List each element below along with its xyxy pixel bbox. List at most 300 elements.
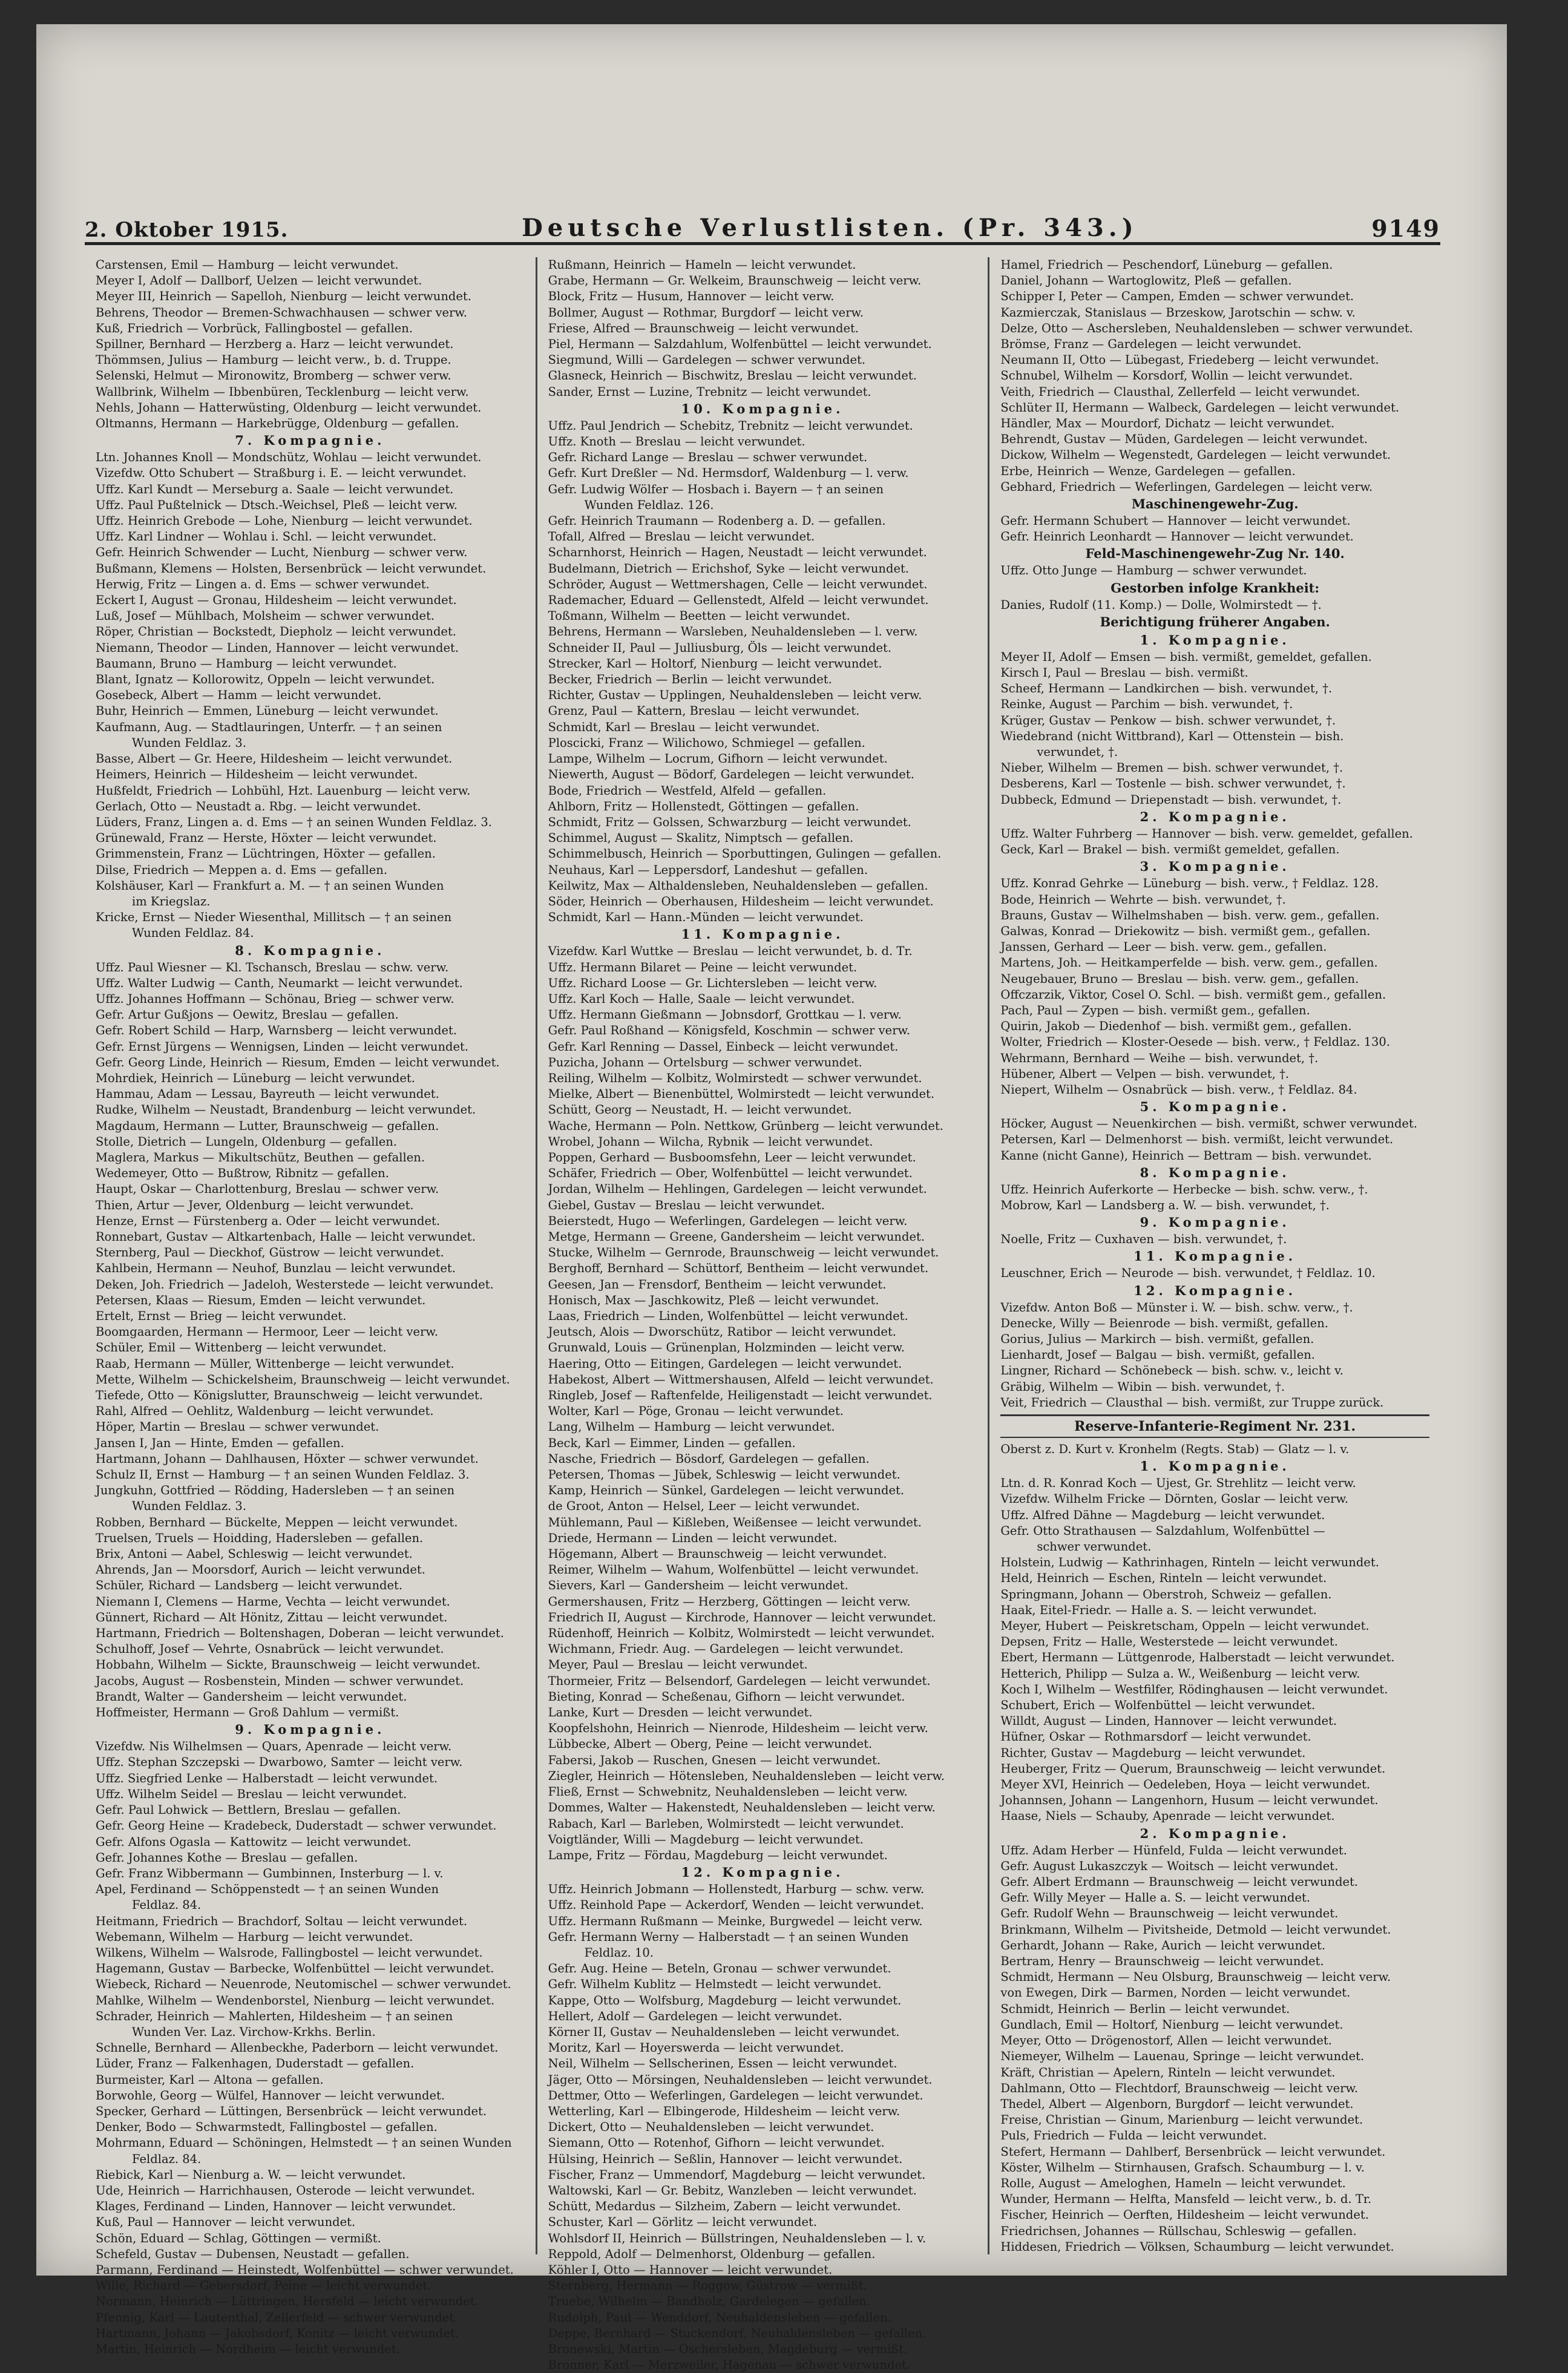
list-entry: Daniel, Johann — Wartoglowitz, Pleß — gefallen.	[1000, 274, 1292, 288]
list-entry: Mahlke, Wilhelm — Wendenborstel, Nienburg — leicht verwundet.	[96, 1993, 495, 2007]
list-entry: Söder, Heinrich — Oberhausen, Hildesheim — leicht verwundet.	[548, 894, 934, 908]
list-entry: Tofall, Alfred — Breslau — leicht verwundet.	[548, 530, 815, 544]
list-entry: Mohrmann, Eduard — Schöningen, Helmstedt — † an seinen Wunden	[96, 2136, 512, 2150]
company-heading: 9. Kompagnie.	[235, 1722, 385, 1738]
list-entry: Offczarzik, Viktor, Cosel O. Schl. — bish. vermißt gem., gefallen.	[1000, 987, 1386, 1002]
list-entry: Giebel, Gustav — Breslau — leicht verwundet.	[548, 1198, 825, 1212]
list-entry: Meyer, Hubert — Peiskretscham, Oppeln — leicht verwundet.	[1000, 1619, 1370, 1633]
list-entry: Veith, Friedrich — Clausthal, Zellerfeld — leicht verwundet.	[1000, 384, 1360, 399]
list-entry: Ebert, Hermann — Lüttgenrode, Halberstadt — leicht verwundet.	[1000, 1650, 1395, 1665]
list-entry: Gefr. Heinrich Leonhardt — Hannover — leicht verwundet.	[1000, 530, 1354, 544]
list-entry: Gefr. Heinrich Schwender — Lucht, Nienburg — schwer verw.	[96, 545, 468, 560]
list-entry: Högemann, Albert — Braunschweig — leicht verwundet.	[548, 1547, 887, 1561]
list-entry: Baumann, Bruno — Hamburg — leicht verwundet.	[96, 656, 397, 671]
list-entry: Händler, Max — Mourdorf, Dichatz — leicht verwundet.	[1000, 416, 1335, 431]
list-entry: Mohrdiek, Heinrich — Lüneburg — leicht verwundet.	[96, 1071, 415, 1085]
list-entry: Burmeister, Karl — Altona — gefallen.	[96, 2072, 324, 2087]
list-entry: Gefr. Hermann Werny — Halberstadt — † an seinen Wunden	[548, 1929, 909, 1944]
list-entry: Leuschner, Erich — Neurode — bish. verwundet, † Feldlaz. 10.	[1000, 1266, 1376, 1281]
list-entry: Carstensen, Emil — Hamburg — leicht verwundet.	[96, 258, 399, 272]
list-entry: Kricke, Ernst — Nieder Wiesenthal, Millitsch — † an seinen	[96, 910, 452, 925]
list-entry: Hiddesen, Friedrich — Völksen, Schaumburg — leicht verwundet.	[1000, 2239, 1394, 2254]
list-entry: Stolle, Dietrich — Lungeln, Oldenburg — gefallen.	[96, 1134, 397, 1149]
list-entry: Behrendt, Gustav — Müden, Gardelegen — leicht verwundet.	[1000, 432, 1368, 447]
list-entry: Reimer, Wilhelm — Wahum, Wolfenbüttel — leicht verwundet.	[548, 1563, 919, 1577]
list-entry: Riebick, Karl — Nienburg a. W. — leicht verwundet.	[96, 2167, 406, 2182]
list-entry: Spillner, Bernhard — Herzberg a. Harz — leicht verwundet.	[96, 337, 454, 352]
list-entry: Gefr. Aug. Heine — Beteln, Gronau — schwer verwundet.	[548, 1961, 891, 1976]
list-entry: Noelle, Fritz — Cuxhaven — bish. verwundet, †.	[1000, 1232, 1287, 1247]
list-entry: Scharnhorst, Heinrich — Hagen, Neustadt — leicht verwundet.	[548, 545, 927, 560]
list-entry: Kanne (nicht Ganne), Heinrich — Bettram — bish. verwundet.	[1000, 1148, 1372, 1163]
company-heading: 1. Kompagnie.	[1140, 1459, 1290, 1474]
list-entry: Uffz. Heinrich Jobmann — Hollenstedt, Harburg — schw. verw.	[548, 1882, 925, 1897]
list-entry: Nehls, Johann — Hatterwüsting, Oldenburg — leicht verwundet.	[96, 400, 482, 415]
list-entry: Uffz. Johannes Hoffmann — Schönau, Brieg — schwer verw.	[96, 991, 454, 1006]
list-entry: Fischer, Heinrich — Oerften, Hildesheim — leicht verwundet.	[1000, 2208, 1369, 2222]
list-entry-continuation: Wunden Feldlaz. 3.	[132, 735, 247, 750]
list-entry: Gefr. Franz Wibbermann — Gumbinnen, Insterburg — l. v.	[96, 1866, 444, 1880]
list-entry: Körner II, Gustav — Neuhaldensleben — leicht verwundet.	[548, 2024, 900, 2039]
list-entry: Meyer XVI, Heinrich — Oedeleben, Hoya — leicht verwundet.	[1000, 1777, 1371, 1792]
list-entry: Beck, Karl — Eimmer, Linden — gefallen.	[548, 1436, 796, 1450]
list-entry: Niepert, Wilhelm — Osnabrück — bish. verw., † Feldlaz. 84.	[1000, 1082, 1357, 1097]
list-entry: Klages, Ferdinand — Linden, Hannover — leicht verwundet.	[96, 2199, 456, 2214]
section-heading: Maschinengewehr-Zug.	[1131, 496, 1299, 512]
list-entry: Bronner, Karl — Merzweiler, Hagenau — schwer verwundet.	[548, 2358, 911, 2372]
company-heading: 12. Kompagnie.	[681, 1865, 844, 1880]
list-entry: Luß, Josef — Mühlbach, Molsheim — schwer verwundet.	[96, 609, 435, 623]
list-entry: Thömmsen, Julius — Hamburg — leicht verw., b. d. Truppe.	[96, 353, 451, 367]
list-entry: Uffz. Richard Loose — Gr. Lichtersleben — leicht verw.	[548, 976, 877, 990]
list-entry: Ahlborn, Fritz — Hollenstedt, Göttingen — gefallen.	[548, 799, 859, 813]
list-entry: Uffz. Siegfried Lenke — Halberstadt — leicht verwundet.	[96, 1771, 438, 1785]
list-entry: Dommes, Walter — Hakenstedt, Neuhaldensleben — leicht verw.	[548, 1800, 936, 1815]
list-entry: Vizefdw. Karl Wuttke — Breslau — leicht verwundet, b. d. Tr.	[548, 944, 913, 959]
list-entry: Schröder, August — Wettmershagen, Celle — leicht verwundet.	[548, 577, 928, 591]
list-entry: Fischer, Franz — Ummendorf, Magdeburg — leicht verwundet.	[548, 2167, 926, 2182]
list-entry: Vizefdw. Anton Boß — Münster i. W. — bish. schw. verw., †.	[1000, 1300, 1353, 1315]
list-entry: Henze, Ernst — Fürstenberg a. Oder — leicht verwundet.	[96, 1213, 441, 1228]
list-entry: Maglera, Markus — Mikultschütz, Beuthen — gefallen.	[96, 1150, 425, 1164]
list-entry: Meyer, Paul — Breslau — leicht verwundet.	[548, 1658, 808, 1672]
list-entry: Berghoff, Bernhard — Schüttorf, Bentheim — leicht verwundet.	[548, 1261, 929, 1276]
list-entry: Specker, Gerhard — Lüttingen, Bersenbrück — leicht verwundet.	[96, 2104, 487, 2118]
list-entry-continuation: schwer verwundet.	[1037, 1540, 1152, 1554]
list-entry-continuation: Wunden Feldlaz. 84.	[132, 926, 254, 940]
list-entry: Schulhoff, Josef — Vehrte, Osnabrück — leicht verwundet.	[96, 1642, 444, 1656]
list-entry: Niemeyer, Wilhelm — Lauenau, Springe — leicht verwundet.	[1000, 2049, 1365, 2064]
list-entry: Schnelle, Bernhard — Allenbeckhe, Paderborn — leicht verwundet.	[96, 2041, 499, 2055]
list-entry: Gefr. Georg Heine — Kradebeck, Duderstadt — schwer verwundet.	[96, 1819, 497, 1833]
list-entry: Gorius, Julius — Markirch — bish. vermißt, gefallen.	[1000, 1331, 1314, 1346]
list-entry: Schlüter II, Hermann — Walbeck, Gardelegen — leicht verwundet.	[1000, 400, 1400, 415]
list-entry: Petersen, Thomas — Jübek, Schleswig — leicht verwundet.	[548, 1468, 900, 1482]
list-entry: Gefr. Richard Lange — Breslau — schwer verwundet.	[548, 450, 868, 465]
list-entry: Schäfer, Friedrich — Ober, Wolfenbüttel — leicht verwundet.	[548, 1166, 913, 1181]
list-entry: Honisch, Max — Jaschkowitz, Pleß — leicht verwundet.	[548, 1293, 879, 1307]
list-entry: Koch I, Wilhelm — Westfilfer, Rödinghausen — leicht verwundet.	[1000, 1682, 1388, 1696]
list-entry: Gefr. Willy Meyer — Halle a. S. — leicht verwundet.	[1000, 1891, 1311, 1905]
list-entry: Freise, Christian — Ginum, Marienburg — leicht verwundet.	[1000, 2113, 1363, 2127]
list-entry: Schütt, Georg — Neustadt, H. — leicht verwundet.	[548, 1103, 852, 1117]
list-entry: Sander, Ernst — Luzine, Trebnitz — leicht verwundet.	[548, 384, 871, 399]
list-entry-continuation: verwundet, †.	[1037, 745, 1118, 760]
list-entry: Niewerth, August — Bödorf, Gardelegen — leicht verwundet.	[548, 767, 914, 782]
list-entry: Gebhard, Friedrich — Weferlingen, Gardelegen — leicht verw.	[1000, 479, 1373, 494]
list-entry: Hübener, Albert — Velpen — bish. verwundet, †.	[1000, 1066, 1290, 1081]
list-entry: Petersen, Klaas — Riesum, Emden — leicht verwundet.	[96, 1293, 426, 1307]
list-entry: Wiebeck, Richard — Neuenrode, Neutomischel — schwer verwundet.	[96, 1977, 511, 1992]
list-entry: Meyer I, Adolf — Dallborf, Uelzen — leicht verwundet.	[96, 274, 422, 288]
list-entry: Quirin, Jakob — Diedenhof — bish. vermißt gem., gefallen.	[1000, 1019, 1352, 1034]
list-entry: Gefr. Ludwig Wölfer — Hosbach i. Bayern — † an seinen	[548, 482, 884, 496]
list-entry: Gefr. August Lukaszczyk — Woitsch — leicht verwundet.	[1000, 1859, 1339, 1873]
list-entry: Held, Heinrich — Eschen, Rinteln — leicht verwundet.	[1000, 1571, 1327, 1586]
list-entry: Block, Fritz — Husum, Hannover — leicht verw.	[548, 289, 835, 304]
list-entry: Tiefede, Otto — Königslutter, Braunschweig — leicht verwundet.	[96, 1388, 483, 1403]
list-entry: Waltowski, Karl — Gr. Bebitz, Wanzleben — leicht verwundet.	[548, 2183, 917, 2197]
list-entry: Martin, Heinrich — Nordheim — leicht verwundet.	[96, 2342, 400, 2356]
list-entry: Apel, Ferdinand — Schöppenstedt — † an seinen Wunden	[96, 1882, 439, 1897]
list-entry: Vizefdw. Nis Wilhelmsen — Quars, Apenrade — leicht verw.	[96, 1739, 452, 1754]
company-heading: 8. Kompagnie.	[1140, 1164, 1290, 1180]
list-entry: Schefeld, Gustav — Dubensen, Neustadt — gefallen.	[96, 2247, 410, 2261]
list-entry: Hülsing, Heinrich — Seßlin, Hannover — leicht verwundet.	[548, 2151, 903, 2166]
list-entry: Bußmann, Klemens — Holsten, Bersenbrück — leicht verwundet.	[96, 561, 487, 576]
columns	[85, 257, 1440, 2372]
list-entry: Haak, Eitel-Friedr. — Halle a. S. — leicht verwundet.	[1000, 1603, 1317, 1617]
list-entry: Hoffmeister, Hermann — Groß Dahlum — vermißt.	[96, 1705, 399, 1720]
list-entry: de Groot, Anton — Helsel, Leer — leicht verwundet.	[548, 1499, 860, 1514]
list-entry: Wohlsdorf II, Heinrich — Büllstringen, Neuhaldensleben — l. v.	[548, 2231, 927, 2245]
list-entry: Höcker, August — Neuenkirchen — bish. vermißt, schwer verwundet.	[1000, 1117, 1418, 1131]
list-entry: Dahlmann, Otto — Flechtdorf, Braunschweig — leicht verw.	[1000, 2081, 1359, 2095]
list-entry: Schmidt, Hermann — Neu Olsburg, Braunschweig — leicht verw.	[1000, 1970, 1391, 1984]
list-entry: Gräbig, Wilhelm — Wibin — bish. verwundet, †.	[1000, 1379, 1285, 1394]
list-entry: Gerhardt, Johann — Rake, Aurich — leicht verwundet.	[1000, 1938, 1326, 1952]
list-entry: Gefr. Artur Gußjons — Oewitz, Breslau — gefallen.	[96, 1008, 399, 1022]
list-entry: Piel, Hermann — Salzdahlum, Wolfenbüttel — leicht verwundet.	[548, 337, 932, 352]
list-entry: Uffz. Adam Herber — Hünfeld, Fulda — leicht verwundet.	[1000, 1843, 1347, 1857]
list-entry: Schnubel, Wilhelm — Korsdorf, Wollin — leicht verwundet.	[1000, 369, 1353, 383]
list-entry: Wunder, Hermann — Helfta, Mansfeld — leicht verw., b. d. Tr.	[1000, 2192, 1372, 2207]
column-2	[537, 257, 990, 2372]
list-entry: Lingner, Richard — Schönebeck — bish. schw. v., leicht v.	[1000, 1364, 1343, 1378]
list-entry: Thormeier, Fritz — Belsendorf, Gardelegen — leicht verwundet.	[548, 1673, 931, 1688]
list-entry: Uffz. Hermann Gießmann — Jobnsdorf, Grottkau — l. verw.	[548, 1008, 902, 1022]
company-heading: 2. Kompagnie.	[1140, 809, 1290, 824]
list-entry: Haering, Otto — Eitingen, Gardelegen — leicht verwundet.	[548, 1356, 902, 1371]
list-entry: Kahlbein, Hermann — Neuhof, Bunzlau — leicht verwundet.	[96, 1261, 456, 1276]
list-entry: Reppold, Adolf — Delmenhorst, Oldenburg — gefallen.	[548, 2247, 876, 2261]
list-entry: Wache, Hermann — Poln. Nettkow, Grünberg — leicht verwundet.	[548, 1118, 943, 1133]
list-entry: Sievers, Karl — Gandersheim — leicht verwundet.	[548, 1578, 848, 1593]
list-entry: Gefr. Georg Linde, Heinrich — Riesum, Emden — leicht verwundet.	[96, 1055, 500, 1069]
list-entry: Rabach, Karl — Barleben, Wolmirstedt — leicht verwundet.	[548, 1816, 904, 1831]
list-entry: Beierstedt, Hugo — Weferlingen, Gardelegen — leicht verw.	[548, 1213, 908, 1228]
list-entry: Ahrends, Jan — Moorsdorf, Aurich — leicht verwundet.	[96, 1563, 425, 1577]
list-entry: Holstein, Ludwig — Kathrinhagen, Rinteln — leicht verwundet.	[1000, 1555, 1379, 1570]
list-entry: Vizefdw. Wilhelm Fricke — Dörnten, Goslar — leicht verw.	[1000, 1492, 1349, 1506]
list-entry: Ltn. d. R. Konrad Koch — Ujest, Gr. Strehlitz — leicht verw.	[1000, 1476, 1356, 1491]
list-entry: Dubbeck, Edmund — Driepenstadt — bish. verwundet, †.	[1000, 792, 1342, 807]
section-heading: Feld-Maschinengewehr-Zug Nr. 140.	[1085, 546, 1345, 562]
list-entry: Uffz. Paul Wiesner — Kl. Tschansch, Breslau — schw. verw.	[96, 960, 449, 974]
list-entry: Köhler I, Otto — Hannover — leicht verwundet.	[548, 2262, 833, 2277]
list-entry: Uffz. Reinhold Pape — Ackerdorf, Wenden — leicht verwundet.	[548, 1898, 925, 1912]
list-entry: Höper, Martin — Breslau — schwer verwundet.	[96, 1420, 379, 1434]
list-entry: Ertelt, Ernst — Brieg — leicht verwundet.	[96, 1309, 347, 1323]
list-entry: Schmidt, Karl — Hann.-Münden — leicht verwundet.	[548, 910, 864, 925]
section-heading: Berichtigung früherer Angaben.	[1100, 614, 1330, 629]
list-entry: Mobrow, Karl — Landsberg a. W. — bish. verwundet, †.	[1000, 1198, 1330, 1212]
list-entry: Lüders, Franz, Lingen a. d. Ems — † an seinen Wunden Feldlaz. 3.	[96, 815, 493, 829]
list-entry: Desberens, Karl — Tostenle — bish. schwer verwundet, †.	[1000, 776, 1346, 791]
list-entry: Lienhardt, Josef — Balgau — bish. vermißt, gefallen.	[1000, 1348, 1316, 1362]
list-entry: Lampe, Wilhelm — Locrum, Gifhorn — leicht verwundet.	[548, 752, 888, 766]
list-entry: Erbe, Heinrich — Wenze, Gardelegen — gefallen.	[1000, 464, 1296, 478]
list-entry: Friese, Alfred — Braunschweig — leicht verwundet.	[548, 321, 859, 335]
list-entry: Voigtländer, Willi — Magdeburg — leicht verwundet.	[548, 1832, 864, 1846]
company-heading: 8. Kompagnie.	[235, 942, 385, 958]
list-entry: Grunwald, Louis — Grünenplan, Holzminden — leicht verw.	[548, 1341, 905, 1355]
list-entry: Ltn. Johannes Knoll — Mondschütz, Wohlau — leicht verwundet.	[96, 450, 482, 465]
list-entry: Meyer II, Adolf — Emsen — bish. vermißt, gemeldet, gefallen.	[1000, 649, 1372, 664]
list-entry: Lanke, Kurt — Dresden — leicht verwundet.	[548, 1705, 813, 1720]
list-entry: Ziegler, Heinrich — Hötensleben, Neuhaldensleben — leicht verw.	[548, 1768, 945, 1783]
company-heading: 3. Kompagnie.	[1140, 859, 1290, 875]
list-entry: Hußfeldt, Friedrich — Lohbühl, Hzt. Lauenburg — leicht verw.	[96, 783, 471, 798]
list-entry: Krüger, Gustav — Penkow — bish. schwer verwundet, †.	[1000, 713, 1336, 727]
list-entry: Normann, Heinrich — Lüttringen, Hersfeld — leicht verwundet.	[96, 2294, 479, 2309]
list-entry: Wehrmann, Bernhard — Weihe — bish. verwundet, †.	[1000, 1051, 1319, 1065]
list-entry: Herwig, Fritz — Lingen a. d. Ems — schwer verwundet.	[96, 577, 430, 591]
company-heading: 5. Kompagnie.	[1140, 1099, 1290, 1115]
list-entry: Stucke, Wilhelm — Gernrode, Braunschweig — leicht verwundet.	[548, 1246, 939, 1260]
list-entry: Laas, Friedrich — Linden, Wolfenbüttel — leicht verwundet.	[548, 1309, 908, 1323]
list-entry: Denker, Bodo — Schwarmstedt, Fallingbostel — gefallen.	[96, 2120, 438, 2135]
list-entry: Heimers, Heinrich — Hildesheim — leicht verwundet.	[96, 767, 418, 782]
list-entry: Rolle, August — Ameloghen, Hameln — leicht verwundet.	[1000, 2176, 1346, 2190]
list-entry: Martens, Joh. — Heitkamperfelde — bish. verw. gem., gefallen.	[1000, 956, 1378, 970]
list-entry: Ringleb, Josef — Raftenfelde, Heiligenstadt — leicht verwundet.	[548, 1388, 933, 1403]
list-entry: Gefr. Hermann Schubert — Hannover — leicht verwundet.	[1000, 514, 1351, 528]
list-entry: Uffz. Hermann Bilaret — Peine — leicht verwundet.	[548, 960, 858, 974]
list-entry: Behrens, Hermann — Warsleben, Neuhaldensleben — l. verw.	[548, 625, 918, 639]
list-entry: Hartmann, Johann — Jakobsdorf, Konitz — leicht verwundet.	[96, 2326, 459, 2340]
list-entry-continuation: Wunden Feldlaz. 3.	[132, 1499, 247, 1514]
list-entry: Deppe, Bernhard — Stuckendorf, Neuhaldensleben — gefallen.	[548, 2326, 927, 2340]
list-entry-continuation: Feldlaz. 84.	[132, 2151, 202, 2166]
list-entry: Schuster, Karl — Görlitz — leicht verwundet.	[548, 2215, 818, 2230]
list-entry: Rudolph, Paul — Wenddorf, Neuhaldensleben — gefallen.	[548, 2310, 891, 2325]
list-entry: Bieting, Konrad — Scheßenau, Gifhorn — leicht verwundet.	[548, 1689, 905, 1704]
list-entry: Johannsen, Johann — Langenhorn, Husum — leicht verwundet.	[1000, 1793, 1379, 1808]
list-entry: Gefr. Wilhelm Kublitz — Helmstedt — leicht verwundet.	[548, 1977, 882, 1992]
publication-title: Deutsche Verlustlisten. (Pr. 343.)	[522, 214, 1138, 242]
list-entry: Dickert, Otto — Neuhaldensleben — leicht verwundet.	[548, 2120, 874, 2135]
list-entry: Boomgaarden, Hermann — Hermoor, Leer — leicht verw.	[96, 1325, 438, 1339]
list-entry: von Ewegen, Dirk — Barmen, Norden — leicht verwundet.	[1000, 1986, 1351, 2000]
list-entry: Schulz II, Ernst — Hamburg — † an seinen Wunden Feldlaz. 3.	[96, 1468, 470, 1482]
list-entry: Wiedebrand (nicht Wittbrand), Karl — Ottenstein — bish.	[1000, 729, 1344, 743]
list-entry: Röper, Christian — Bockstedt, Diepholz — leicht verwundet.	[96, 625, 456, 639]
list-entry: Ronnebart, Gustav — Altkartenbach, Halle — leicht verwundet.	[96, 1229, 476, 1244]
column-3	[989, 257, 1440, 2254]
list-entry: Gefr. Albert Erdmann — Braunschweig — leicht verwundet.	[1000, 1875, 1359, 1889]
list-entry: Brinkmann, Wilhelm — Pivitsheide, Detmold — leicht verwundet.	[1000, 1922, 1391, 1937]
list-entry: Keilwitz, Max — Althaldensleben, Neuhaldensleben — gefallen.	[548, 878, 928, 893]
list-entry: Buhr, Heinrich — Emmen, Lüneburg — leicht verwundet.	[96, 704, 439, 718]
list-entry: Pach, Paul — Zypen — bish. vermißt gem., gefallen.	[1000, 1003, 1310, 1017]
list-entry: Niemann I, Clemens — Harme, Vechta — leicht verwundet.	[96, 1594, 450, 1609]
list-entry: Jordan, Wilhelm — Hehlingen, Gardelegen — leicht verwundet.	[548, 1182, 927, 1196]
list-entry: Gefr. Paul Roßhand — Königsfeld, Koschmin — schwer verw.	[548, 1023, 911, 1038]
list-entry: Thedel, Albert — Algenborn, Burgdorf — leicht verwundet.	[1000, 2096, 1354, 2111]
list-entry: Bode, Friedrich — Westfeld, Alfeld — gefallen.	[548, 783, 827, 798]
list-entry: Friedrichsen, Johannes — Rüllschau, Schleswig — gefallen.	[1000, 2224, 1357, 2238]
list-entry: Neuhaus, Karl — Leppersdorf, Landeshut — gefallen.	[548, 862, 868, 877]
list-entry: Lüder, Franz — Falkenhagen, Duderstadt — gefallen.	[96, 2056, 415, 2071]
list-entry: Wille, Richard — Gebersdorf, Peine — leicht verwundet.	[96, 2279, 431, 2293]
section-heading: Gestorben infolge Krankheit:	[1110, 580, 1320, 596]
list-entry: Wilkens, Wilhelm — Walsrode, Fallingbostel — leicht verwundet.	[96, 1945, 483, 1960]
list-entry: Jäger, Otto — Mörsingen, Neuhaldensleben — leicht verwundet.	[548, 2072, 933, 2087]
list-entry: Hammau, Adam — Lessau, Bayreuth — leicht verwundet.	[96, 1087, 439, 1101]
list-entry: Schimmel, August — Skalitz, Nimptsch — gefallen.	[548, 831, 854, 845]
list-entry: Hellert, Adolf — Gardelegen — leicht verwundet.	[548, 2009, 842, 2023]
list-entry: Mette, Wilhelm — Schickelsheim, Braunschweig — leicht verwundet.	[96, 1372, 510, 1387]
list-entry: Fabersi, Jakob — Ruschen, Gnesen — leicht verwundet.	[548, 1753, 881, 1767]
list-entry: Kolshäuser, Karl — Frankfurt a. M. — † an seinen Wunden	[96, 878, 444, 893]
newspaper-page	[36, 24, 1507, 2372]
list-entry: Magdaum, Hermann — Lutter, Braunschweig — gefallen.	[96, 1118, 439, 1133]
list-entry: Robben, Bernhard — Bückelte, Meppen — leicht verwundet.	[96, 1515, 458, 1529]
list-entry: Kaufmann, Aug. — Stadtlauringen, Unterfr. — † an seinen	[96, 720, 442, 734]
list-entry: Neil, Wilhelm — Sellscherinen, Essen — leicht verwundet.	[548, 2056, 897, 2071]
list-entry: Gefr. Ernst Jürgens — Wennigsen, Linden — leicht verwundet.	[96, 1039, 469, 1054]
regiment-heading: Reserve-Infanterie-Regiment Nr. 231.	[1000, 1414, 1429, 1438]
list-entry: Lang, Wilhelm — Hamburg — leicht verwundet.	[548, 1420, 835, 1434]
list-entry: Wolter, Friedrich — Kloster-Oesede — bish. verw., † Feldlaz. 130.	[1000, 1035, 1391, 1049]
list-entry: Denecke, Willy — Beienrode — bish. vermißt, gefallen.	[1000, 1316, 1328, 1330]
list-entry: Uffz. Karl Koch — Halle, Saale — leicht verwundet.	[548, 991, 855, 1006]
list-entry: Wetterling, Karl — Elbingerode, Hildesheim — leicht verw.	[548, 2104, 900, 2118]
list-entry: Schmidt, Fritz — Golssen, Schwarzburg — leicht verwundet.	[548, 815, 911, 829]
company-heading: 1. Kompagnie.	[1140, 632, 1290, 648]
list-entry: Brix, Antoni — Aabel, Schleswig — leicht verwundet.	[96, 1547, 413, 1561]
list-entry: Meyer, Otto — Drögenostorf, Allen — leicht verwundet.	[1000, 2033, 1332, 2048]
page-number: 9149	[1371, 215, 1440, 242]
list-entry-continuation: im Kriegslaz.	[132, 894, 211, 908]
list-entry: Gundlach, Emil — Holtorf, Nienburg — leicht verwundet.	[1000, 2017, 1343, 2032]
list-entry: Gosebeck, Albert — Hamm — leicht verwundet.	[96, 688, 382, 703]
list-entry: Thien, Artur — Jever, Oldenburg — leicht verwundet.	[96, 1198, 414, 1212]
list-entry-continuation: Feldlaz. 84.	[132, 1898, 202, 1912]
list-entry: Becker, Friedrich — Berlin — leicht verwundet.	[548, 672, 832, 687]
issue-date: 2. Oktober 1915.	[85, 218, 289, 242]
list-entry: Jeutsch, Alois — Dworschütz, Ratibor — leicht verwundet.	[548, 1325, 896, 1339]
list-entry: Sternberg, Hermann — Roggow, Güstrow — vermißt.	[548, 2279, 867, 2293]
list-entry: Mühlemann, Paul — Kißleben, Weißensee — leicht verwundet.	[548, 1515, 922, 1529]
list-entry: Webemann, Wilhelm — Harburg — leicht verwundet.	[96, 1929, 413, 1944]
list-entry: Grabe, Hermann — Gr. Welkeim, Braunschweig — leicht verw.	[548, 274, 922, 288]
list-entry: Wallbrink, Wilhelm — Ibbenbüren, Tecklenburg — leicht verw.	[96, 384, 469, 399]
list-entry: Hartmann, Johann — Dahlhausen, Höxter — schwer verwundet.	[96, 1451, 479, 1466]
list-entry: Grenz, Paul — Kattern, Breslau — leicht verwundet.	[548, 704, 860, 718]
list-entry: Puls, Friedrich — Fulda — leicht verwundet.	[1000, 2128, 1267, 2143]
list-entry: Neumann II, Otto — Lübegast, Friedeberg — leicht verwundet.	[1000, 353, 1379, 367]
list-entry: Jungkuhn, Gottfried — Rödding, Hadersleben — † an seinen	[96, 1483, 455, 1498]
list-entry: Uffz. Wilhelm Seidel — Breslau — leicht verwundet.	[96, 1787, 407, 1801]
list-entry: Uffz. Paul Pußtelnick — Dtsch.-Weichsel, Pleß — leicht verw.	[96, 497, 458, 512]
list-entry: Rudke, Wilhelm — Neustadt, Brandenburg — leicht verwundet.	[96, 1103, 476, 1117]
list-entry: Ploscicki, Franz — Wilichowo, Schmiegel — gefallen.	[548, 735, 865, 750]
list-entry: Kuß, Friedrich — Vorbrück, Fallingbostel — gefallen.	[96, 321, 413, 335]
list-entry: Schipper I, Peter — Campen, Emden — schwer verwundet.	[1000, 289, 1354, 304]
list-entry: Nasche, Friedrich — Bösdorf, Gardelegen — gefallen.	[548, 1451, 870, 1466]
list-entry: Wolter, Karl — Pöge, Gronau — leicht verwundet.	[548, 1404, 844, 1419]
list-entry-continuation: Feldlaz. 10.	[584, 1945, 654, 1960]
list-entry: Brandt, Walter — Gandersheim — leicht verwundet.	[96, 1689, 407, 1704]
list-entry: Borwohle, Georg — Wülfel, Hannover — leicht verwundet.	[96, 2088, 445, 2102]
list-entry: Truelsen, Truels — Hoidding, Hadersleben — gefallen.	[96, 1531, 424, 1545]
list-entry: Basse, Albert — Gr. Heere, Hildesheim — leicht verwundet.	[96, 752, 453, 766]
list-entry: Danies, Rudolf (11. Komp.) — Dolle, Wolmirstedt — †.	[1000, 597, 1322, 612]
list-entry: Blant, Ignatz — Kollorowitz, Oppeln — leicht verwundet.	[96, 672, 435, 687]
list-entry: Sternberg, Paul — Dieckhof, Güstrow — leicht verwundet.	[96, 1246, 444, 1260]
list-entry: Gefr. Rudolf Wehn — Braunschweig — leicht verwundet.	[1000, 1906, 1339, 1921]
list-entry-continuation: Wunden Ver. Laz. Virchow-Krkhs. Berlin.	[132, 2024, 376, 2039]
list-entry: Gefr. Paul Lohwick — Bettlern, Breslau — gefallen.	[96, 1803, 401, 1817]
list-entry: Schrader, Heinrich — Mahlerten, Hildesheim — † an seinen	[96, 2009, 453, 2023]
list-entry: Gefr. Karl Renning — Dassel, Einbeck — leicht verwundet.	[548, 1039, 899, 1054]
company-heading: 11. Kompagnie.	[681, 927, 844, 942]
list-entry: Kuß, Paul — Hannover — leicht verwundet.	[96, 2215, 356, 2230]
list-entry: Bronewski, Martin — Oschersleben, Magdeburg — vermißt.	[548, 2342, 908, 2356]
list-entry: Schütt, Medardus — Silzheim, Zabern — leicht verwundet.	[548, 2199, 901, 2214]
list-entry: Schimmelbusch, Heinrich — Sporbuttingen, Gulingen — gefallen.	[548, 847, 942, 861]
list-entry: Gefr. Kurt Dreßler — Nd. Hermsdorf, Waldenburg — l. verw.	[548, 466, 909, 481]
list-entry: Habekost, Albert — Wittmershausen, Alfeld — leicht verwundet.	[548, 1372, 934, 1387]
list-entry: Puzicha, Johann — Ortelsburg — schwer verwundet.	[548, 1055, 862, 1069]
list-entry: Willdt, August — Linden, Hannover — leicht verwundet.	[1000, 1714, 1337, 1728]
list-entry: Uffz. Heinrich Grebode — Lohe, Nienburg — leicht verwundet.	[96, 514, 473, 528]
list-entry: Schneider II, Paul — Julliusburg, Öls — leicht verwundet.	[548, 640, 892, 655]
list-entry: Schön, Eduard — Schlag, Göttingen — vermißt.	[96, 2231, 381, 2245]
list-entry: Uffz. Paul Jendrich — Schebitz, Trebnitz — leicht verwundet.	[548, 418, 913, 433]
list-entry: Germershausen, Fritz — Herzberg, Göttingen — leicht verw.	[548, 1594, 911, 1609]
list-entry: Uffz. Otto Junge — Hamburg — schwer verwundet.	[1000, 563, 1307, 578]
list-entry: Heitmann, Friedrich — Brachdorf, Soltau — leicht verwundet.	[96, 1914, 468, 1928]
list-entry: Schmidt, Karl — Breslau — leicht verwundet.	[548, 720, 820, 734]
list-entry: Selenski, Helmut — Mironowitz, Bromberg — schwer verw.	[96, 369, 451, 383]
list-entry: Rüdenhoff, Heinrich — Kolbitz, Wolmirstedt — leicht verwundet.	[548, 1626, 935, 1641]
list-entry: Hobbahn, Wilhelm — Sickte, Braunschweig — leicht verwundet.	[96, 1658, 481, 1672]
list-entry: Uffz. Stephan Szczepski — Dwarbowo, Samter — leicht verw.	[96, 1755, 463, 1770]
list-entry: Wedemeyer, Otto — Bußtrow, Ribnitz — gefallen.	[96, 1166, 389, 1181]
list-entry: Friedrich II, August — Kirchrode, Hannover — leicht verwundet.	[548, 1610, 936, 1624]
list-entry: Gefr. Heinrich Traumann — Rodenberg a. D. — gefallen.	[548, 514, 886, 528]
list-entry: Parmann, Ferdinand — Heinstedt, Wolfenbüttel — schwer verwundet.	[96, 2262, 514, 2277]
list-entry: Meyer III, Heinrich — Sapelloh, Nienburg — leicht verwundet.	[96, 289, 471, 304]
list-entry: Grünewald, Franz — Herste, Höxter — leicht verwundet.	[96, 831, 437, 845]
list-entry: Siegmund, Willi — Gardelegen — schwer verwundet.	[548, 353, 866, 367]
list-entry: Eckert I, August — Gronau, Hildesheim — leicht verwundet.	[96, 593, 457, 608]
company-heading: 12. Kompagnie.	[1133, 1282, 1297, 1298]
list-entry: Reiling, Wilhelm — Kolbitz, Wolmirstedt — schwer verwundet.	[548, 1071, 922, 1085]
